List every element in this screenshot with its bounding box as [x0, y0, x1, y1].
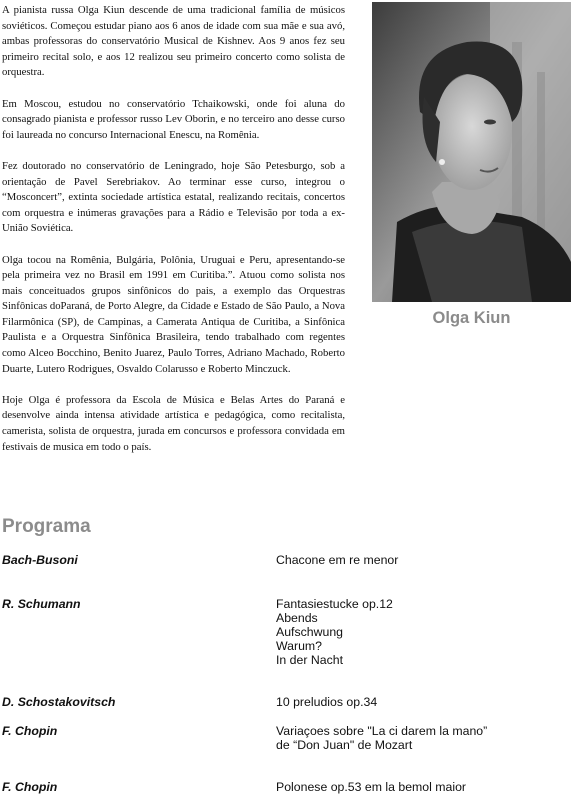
- work-title: Polonese op.53 em la bemol maior: [276, 780, 467, 794]
- work-title: Abends: [276, 611, 318, 625]
- work-title: Chacone em re menor: [276, 553, 399, 567]
- work-title: Fantasiestucke op.12: [276, 597, 393, 611]
- bio-paragraph: Fez doutorado no conservatório de Leningrado, hoje São Petesburgo, sob a orientação de Pavel Serebriakov. Ao terminar esse curso, integrou o “Mosconcert”, extinta sociedade artística estatal, realizando recitais, concertos com orquestra e inúmeras gravações para a Rádio e Televisão por toda a ex-União Soviética.: [2, 159, 345, 235]
- bio-paragraph: Olga tocou na Romênia, Bulgária, Polônia, Uruguai e Peru, apresentando-se pela primeira vez no Brasil em 1991 em Curitiba.”. Atuou como solista nos mais conceituados grupos sinfônicos do pais, a exemplo das Orquestras Sinfônicas doParaná, de Porto Alegre, da Cidade e Estado de São Paulo, a Nova Filarmônica (SP), de Campinas, a Camerata Antiqua de Curitiba, a Sinfônica Paulista e a Orquestra Sinfônica Brasileira, tendo trabalhado com regentes como Alceo Bocchino, Benito Juarez, Paulo Torres, Adriano Machado, Roberto Duarte, Lutero Rodrigues, Osvaldo Colarusso e Roberto Minczuck.: [2, 253, 345, 375]
- work-title: In der Nacht: [276, 653, 343, 667]
- composer-name: D. Schostakovitsch: [2, 695, 116, 709]
- program-works: [276, 597, 566, 667]
- biography: [2, 3, 345, 471]
- program-works: [276, 553, 566, 567]
- composer-name: F. Chopin: [2, 724, 58, 738]
- work-title: Warum?: [276, 639, 323, 653]
- composer-name: R. Schumann: [2, 597, 81, 611]
- portrait-photo: [372, 2, 571, 302]
- program-works: [276, 724, 566, 752]
- portrait-image: [372, 2, 571, 302]
- work-title: Variaçoes sobre "La ci darem la mano”: [276, 724, 488, 738]
- work-title: 10 preludios op.34: [276, 695, 378, 709]
- work-title: de “Don Juan" de Mozart: [276, 738, 413, 752]
- work-title: Aufschwung: [276, 625, 343, 639]
- bio-paragraph: Em Moscou, estudou no conservatório Tchaikowski, onde foi aluna do consagrado pianista e professor russo Lev Oborin, e no terceiro ano desse curso foi laureada no concurso Internacional Enescu, na Romênia.: [2, 97, 345, 141]
- program-title: Programa: [2, 516, 91, 537]
- composer-name: F. Chopin: [2, 780, 58, 794]
- program-works: [276, 695, 566, 709]
- program-works: [276, 780, 566, 794]
- composer-name: Bach-Busoni: [2, 553, 78, 567]
- bio-paragraph: Hoje Olga é professora da Escola de Música e Belas Artes do Paraná e desenvolve ainda intensa atividade artística e pedagógica, como recitalista, camerista, solista de orquestra, jurada em concursos e professora convidada em festivais de musica em todo o país.: [2, 393, 345, 453]
- photo-caption: Olga Kiun: [432, 309, 511, 327]
- bio-paragraph: A pianista russa Olga Kiun descende de uma tradicional família de músicos soviéticos. Começou estudar piano aos 6 anos de idade com sua mãe e sua avó, ambas professoras do conservatório Musical de Kishnev. Aos 9 anos fez seu primeiro recital solo, e aos 12 realizou seu primeiro concerto como solista de orquestra.: [2, 4, 345, 79]
